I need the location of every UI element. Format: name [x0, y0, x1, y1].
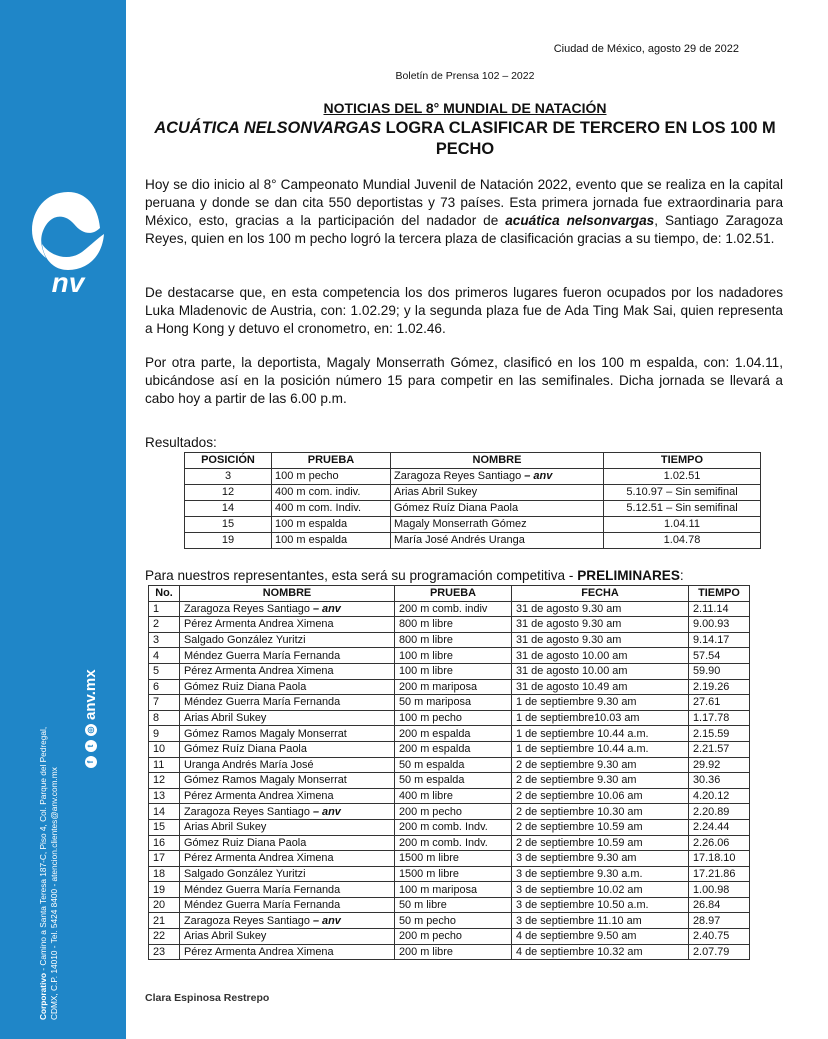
cell-prueba: 200 m mariposa — [395, 679, 512, 695]
program-table — [148, 585, 750, 960]
cell-nombre: Méndez Guerra María Fernanda — [180, 695, 395, 711]
svg-text:nv: nv — [51, 267, 85, 296]
cell-tiempo: 2.11.14 — [689, 601, 750, 617]
cell-no: 9 — [149, 726, 180, 742]
cell-tiempo: 26.84 — [689, 897, 750, 913]
program-row — [149, 741, 750, 757]
cell-no: 2 — [149, 617, 180, 633]
cell-prueba: 400 m com. Indiv. — [272, 501, 391, 517]
paragraph-3: Por otra parte, la deportista, Magaly Monserrath Gómez, clasificó en los 100 m espalda, con: 1.04.11, ubicándose así en la posición número 15 para competir en las semifinales. Dicha jornada se llevará a cabo hoy a partir de las 6.00 p.m. — [145, 355, 783, 406]
cell-no: 13 — [149, 788, 180, 804]
cell-tiempo: 2.26.06 — [689, 835, 750, 851]
cell-nombre: Zaragoza Reyes Santiago – anv — [180, 804, 395, 820]
cell-fecha: 3 de septiembre 10.50 a.m. — [512, 897, 689, 913]
cell-prueba: 100 m mariposa — [395, 882, 512, 898]
program-row — [149, 788, 750, 804]
twitter-icon[interactable]: t — [85, 740, 97, 752]
results-row — [185, 517, 761, 533]
cell-tiempo: 28.97 — [689, 913, 750, 929]
col-header-tiempo: TIEMPO — [604, 453, 761, 469]
cell-no: 4 — [149, 648, 180, 664]
cell-tiempo: 2.19.26 — [689, 679, 750, 695]
cell-nombre: Magaly Monserrath Gómez — [391, 517, 604, 533]
address-line1: - Camino a Santa Teresa 187-C, Piso 4, Col. Parque del Pedregal, — [38, 726, 48, 973]
address-line2: CDMX, C.P. 14010 - Tel. 5424 8400 - atencion.clientes@anv.com.mx — [49, 767, 59, 1020]
program-row — [149, 913, 750, 929]
cell-nombre: Méndez Guerra María Fernanda — [180, 897, 395, 913]
cell-prueba: 200 m comb. Indv. — [395, 835, 512, 851]
cell-no: 1 — [149, 601, 180, 617]
cell-nombre: Méndez Guerra María Fernanda — [180, 882, 395, 898]
program-row — [149, 929, 750, 945]
cell-tiempo: 29.92 — [689, 757, 750, 773]
cell-tiempo: 1.02.51 — [604, 469, 761, 485]
cell-prueba: 200 m espalda — [395, 741, 512, 757]
cell-nombre: Arias Abril Sukey — [180, 929, 395, 945]
cell-nombre: Pérez Armenta Andrea Ximena — [180, 944, 395, 960]
brand-name: ACUÁTICA NELSONVARGAS — [154, 119, 382, 137]
cell-no: 18 — [149, 866, 180, 882]
cell-fecha: 1 de septiembre10.03 am — [512, 710, 689, 726]
cell-no: 12 — [149, 773, 180, 789]
cell-prueba: 400 m com. indiv. — [272, 485, 391, 501]
cell-nombre: Méndez Guerra María Fernanda — [180, 648, 395, 664]
cell-fecha: 4 de septiembre 10.32 am — [512, 944, 689, 960]
cell-prueba: 200 m comb. Indv. — [395, 819, 512, 835]
social-block — [82, 650, 112, 770]
cell-fecha: 4 de septiembre 9.50 am — [512, 929, 689, 945]
cell-prueba: 1500 m libre — [395, 851, 512, 867]
cell-nombre: Pérez Armenta Andrea Ximena — [180, 617, 395, 633]
cell-nombre: Uranga Andrés María José — [180, 757, 395, 773]
cell-prueba: 800 m libre — [395, 632, 512, 648]
program-row — [149, 648, 750, 664]
program-row — [149, 866, 750, 882]
cell-nombre: Pérez Armenta Andrea Ximena — [180, 851, 395, 867]
cell-no: 8 — [149, 710, 180, 726]
cell-prueba: 200 m libre — [395, 944, 512, 960]
instagram-icon[interactable]: ◎ — [85, 724, 97, 736]
col-header-posicion: POSICIÓN — [185, 453, 272, 469]
cell-tiempo: 2.24.44 — [689, 819, 750, 835]
cell-fecha: 2 de septiembre 10.59 am — [512, 819, 689, 835]
paragraph-1: Hoy se dio inicio al 8° Campeonato Mundial Juvenil de Natación 2022, evento que se realiza en la capital peruana y donde se dan cita 550 deportistas y 73 países. Esta primera jornada fue extraordinaria para México, esto, gracias a la participación del nadador de acuática nelsonvargas, Santiago Zaragoza Reyes, quien en los 100 m pecho logró la tercera plaza de clasificación gracias a su tiempo, de: 1.02.51. — [145, 177, 783, 246]
cell-prueba: 100 m libre — [395, 663, 512, 679]
cell-fecha: 31 de agosto 9.30 am — [512, 601, 689, 617]
program-row — [149, 695, 750, 711]
cell-prueba: 400 m libre — [395, 788, 512, 804]
cell-no: 23 — [149, 944, 180, 960]
cell-fecha: 31 de agosto 9.30 am — [512, 617, 689, 633]
cell-tiempo: 2.07.79 — [689, 944, 750, 960]
cell-no: 21 — [149, 913, 180, 929]
cell-prueba: 200 m espalda — [395, 726, 512, 742]
cell-posicion: 14 — [185, 501, 272, 517]
cell-prueba: 200 m comb. indiv — [395, 601, 512, 617]
cell-fecha: 31 de agosto 10.00 am — [512, 648, 689, 664]
paragraph-2: De destacarse que, en esta competencia los dos primeros lugares fueron ocupados por los nadadores Luka Mladenovic de Austria, con: 1.02.29; y la segunda plaza fue de Ada Ting Mak Sai, quien representa a Hong Kong y detuvo el cronometro, en: 1.02.46. — [145, 285, 783, 336]
cell-tiempo: 1.00.98 — [689, 882, 750, 898]
cell-tiempo: 1.04.11 — [604, 517, 761, 533]
nv-logo-icon — [28, 186, 108, 296]
cell-tiempo: 5.10.97 – Sin semifinal — [604, 485, 761, 501]
cell-prueba: 50 m mariposa — [395, 695, 512, 711]
cell-tiempo: 2.20.89 — [689, 804, 750, 820]
program-row — [149, 819, 750, 835]
cell-posicion: 12 — [185, 485, 272, 501]
cell-nombre: Gómez Ruíz Diana Paola — [391, 501, 604, 517]
cell-posicion: 19 — [185, 533, 272, 549]
col-header-prueba: PRUEBA — [272, 453, 391, 469]
cell-tiempo: 9.14.17 — [689, 632, 750, 648]
program-row — [149, 663, 750, 679]
cell-prueba: 800 m libre — [395, 617, 512, 633]
cell-prueba: 50 m espalda — [395, 757, 512, 773]
program-row — [149, 679, 750, 695]
cell-no: 15 — [149, 819, 180, 835]
cell-fecha: 2 de septiembre 10.59 am — [512, 835, 689, 851]
col-header-tiempo: TIEMPO — [689, 586, 750, 602]
cell-no: 17 — [149, 851, 180, 867]
cell-no: 20 — [149, 897, 180, 913]
program-row — [149, 882, 750, 898]
cell-prueba: 100 m pecho — [395, 710, 512, 726]
results-row — [185, 501, 761, 517]
headline-line2: ACUÁTICA NELSONVARGAS LOGRA CLASIFICAR DE TERCERO EN LOS 100 M PECHO — [154, 119, 776, 158]
cell-no: 22 — [149, 929, 180, 945]
author-signature: Clara Espinosa Restrepo — [145, 992, 270, 1004]
cell-fecha: 2 de septiembre 9.30 am — [512, 773, 689, 789]
col-header-nombre: NOMBRE — [391, 453, 604, 469]
cell-nombre: Zaragoza Reyes Santiago – anv — [180, 913, 395, 929]
cell-nombre: Zaragoza Reyes Santiago – anv — [391, 469, 604, 485]
program-row — [149, 804, 750, 820]
cell-nombre: María José Andrés Uranga — [391, 533, 604, 549]
program-row — [149, 757, 750, 773]
cell-fecha: 2 de septiembre 9.30 am — [512, 757, 689, 773]
program-row — [149, 632, 750, 648]
cell-fecha: 31 de agosto 10.49 am — [512, 679, 689, 695]
cell-tiempo: 57.54 — [689, 648, 750, 664]
bulletin-number: Boletín de Prensa 102 – 2022 — [395, 70, 535, 82]
col-header-no: No. — [149, 586, 180, 602]
results-table — [184, 452, 761, 549]
program-row — [149, 773, 750, 789]
cell-prueba: 100 m espalda — [272, 517, 391, 533]
cell-tiempo: 2.40.75 — [689, 929, 750, 945]
date-line: Ciudad de México, agosto 29 de 2022 — [553, 43, 739, 55]
program-row — [149, 726, 750, 742]
program-row — [149, 601, 750, 617]
program-row — [149, 835, 750, 851]
col-header-fecha: FECHA — [512, 586, 689, 602]
cell-tiempo: 1.04.78 — [604, 533, 761, 549]
cell-fecha: 1 de septiembre 9.30 am — [512, 695, 689, 711]
cell-prueba: 200 m pecho — [395, 804, 512, 820]
corporate-label: Corporativo — [38, 972, 48, 1020]
program-row — [149, 944, 750, 960]
cell-tiempo: 9.00.93 — [689, 617, 750, 633]
cell-posicion: 15 — [185, 517, 272, 533]
cell-no: 6 — [149, 679, 180, 695]
cell-prueba: 50 m libre — [395, 897, 512, 913]
results-row — [185, 485, 761, 501]
cell-no: 11 — [149, 757, 180, 773]
cell-fecha: 1 de septiembre 10.44 a.m. — [512, 726, 689, 742]
cell-tiempo: 17.18.10 — [689, 851, 750, 867]
cell-no: 5 — [149, 663, 180, 679]
cell-no: 7 — [149, 695, 180, 711]
cell-fecha: 31 de agosto 10.00 am — [512, 663, 689, 679]
headline-line1: NOTICIAS DEL 8° MUNDIAL DE NATACIÓN — [323, 100, 607, 116]
brand-inline: acuática nelsonvargas — [505, 213, 655, 228]
cell-prueba: 200 m pecho — [395, 929, 512, 945]
cell-no: 19 — [149, 882, 180, 898]
results-label: Resultados: — [145, 435, 217, 450]
program-row — [149, 897, 750, 913]
brand-sidebar — [0, 0, 126, 1039]
cell-tiempo: 30.36 — [689, 773, 750, 789]
cell-nombre: Gómez Ruiz Diana Paola — [180, 835, 395, 851]
cell-fecha: 3 de septiembre 11.10 am — [512, 913, 689, 929]
program-row — [149, 851, 750, 867]
results-row — [185, 469, 761, 485]
cell-nombre: Arias Abril Sukey — [180, 819, 395, 835]
cell-fecha: 3 de septiembre 9.30 am — [512, 851, 689, 867]
cell-tiempo: 4.20.12 — [689, 788, 750, 804]
cell-nombre: Arias Abril Sukey — [391, 485, 604, 501]
cell-nombre: Gómez Ramos Magaly Monserrat — [180, 726, 395, 742]
cell-fecha: 2 de septiembre 10.06 am — [512, 788, 689, 804]
website-link[interactable]: anv.mx — [82, 669, 99, 720]
results-row — [185, 533, 761, 549]
cell-prueba: 50 m pecho — [395, 913, 512, 929]
cell-fecha: 2 de septiembre 10.30 am — [512, 804, 689, 820]
cell-nombre: Salgado González Yuritzi — [180, 632, 395, 648]
cell-tiempo: 2.21.57 — [689, 741, 750, 757]
cell-nombre: Zaragoza Reyes Santiago – anv — [180, 601, 395, 617]
cell-no: 14 — [149, 804, 180, 820]
cell-fecha: 3 de septiembre 10.02 am — [512, 882, 689, 898]
cell-prueba: 100 m espalda — [272, 533, 391, 549]
cell-nombre: Salgado González Yuritzi — [180, 866, 395, 882]
cell-nombre: Gómez Ruiz Diana Paola — [180, 679, 395, 695]
cell-posicion: 3 — [185, 469, 272, 485]
program-label: Para nuestros representantes, esta será su programación competitiva - PRELIMINARES: — [145, 568, 684, 583]
cell-prueba: 100 m pecho — [272, 469, 391, 485]
cell-tiempo: 2.15.59 — [689, 726, 750, 742]
col-header-prueba: PRUEBA — [395, 586, 512, 602]
cell-tiempo: 17.21.86 — [689, 866, 750, 882]
cell-tiempo: 27.61 — [689, 695, 750, 711]
cell-prueba: 50 m espalda — [395, 773, 512, 789]
cell-no: 3 — [149, 632, 180, 648]
cell-nombre: Pérez Armenta Andrea Ximena — [180, 663, 395, 679]
cell-nombre: Arias Abril Sukey — [180, 710, 395, 726]
cell-fecha: 1 de septiembre 10.44 a.m. — [512, 741, 689, 757]
col-header-nombre: NOMBRE — [180, 586, 395, 602]
cell-nombre: Gómez Ramos Magaly Monserrat — [180, 773, 395, 789]
facebook-icon[interactable]: f — [85, 756, 97, 768]
cell-tiempo: 1.17.78 — [689, 710, 750, 726]
cell-no: 10 — [149, 741, 180, 757]
cell-prueba: 100 m libre — [395, 648, 512, 664]
program-row — [149, 710, 750, 726]
program-row — [149, 617, 750, 633]
cell-nombre: Gómez Ruíz Diana Paola — [180, 741, 395, 757]
cell-fecha: 3 de septiembre 9.30 a.m. — [512, 866, 689, 882]
cell-no: 16 — [149, 835, 180, 851]
cell-fecha: 31 de agosto 9.30 am — [512, 632, 689, 648]
cell-nombre: Pérez Armenta Andrea Ximena — [180, 788, 395, 804]
cell-tiempo: 59.90 — [689, 663, 750, 679]
cell-tiempo: 5.12.51 – Sin semifinal — [604, 501, 761, 517]
cell-prueba: 1500 m libre — [395, 866, 512, 882]
